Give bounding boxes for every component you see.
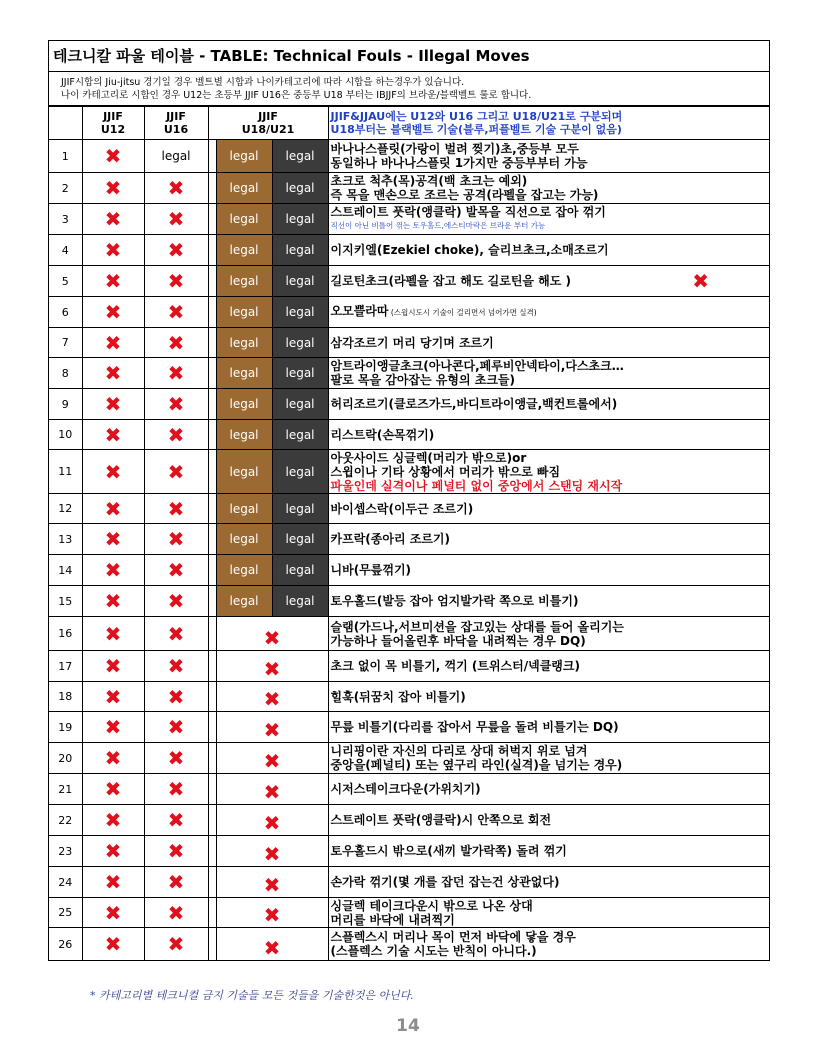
- foul-description: [328, 836, 769, 867]
- foul-description: [328, 928, 769, 961]
- column-gap: [208, 204, 216, 235]
- table-row: [49, 651, 769, 682]
- illegal-mark-icon: ✖: [144, 450, 208, 494]
- brown-belt-legal: legal: [216, 266, 272, 297]
- description-line: 아웃사이드 싱글렉(머리가 밖으로)or: [330, 450, 527, 465]
- illegal-mark-icon: ✖: [82, 774, 144, 805]
- header-description: [328, 107, 769, 140]
- table-row: [49, 358, 769, 389]
- illegal-mark-icon: ✖: [144, 774, 208, 805]
- illegal-mark-icon: ✖: [82, 617, 144, 651]
- illegal-mark-icon: ✖: [144, 867, 208, 898]
- description-line: 바나나스플릿(가랑이 벌려 찢기)초,중등부 모두: [330, 142, 579, 156]
- description-line: 동일하나 바나나스플릿 1가지만 중등부부터 가능: [330, 156, 588, 170]
- illegal-mark-icon: ✖: [144, 617, 208, 651]
- illegal-mark-icon: ✖: [216, 651, 328, 682]
- row-number: 18: [49, 682, 82, 712]
- illegal-mark-icon: ✖: [82, 867, 144, 898]
- black-belt-legal: legal: [272, 586, 328, 617]
- illegal-mark-icon: ✖: [82, 358, 144, 389]
- illegal-mark-icon: ✖: [692, 269, 710, 293]
- row-number: 2: [49, 173, 82, 204]
- row-number: 14: [49, 555, 82, 586]
- foul-description: [328, 586, 769, 617]
- table-row: [49, 173, 769, 204]
- description-line: 슬램(가드나,서브미션을 잡고있는 상대를 들어 올리기는: [330, 619, 624, 634]
- column-gap: [208, 173, 216, 204]
- foul-description: [328, 651, 769, 682]
- table-row: [49, 555, 769, 586]
- intro-line-1: JJIF시합의 Jiu-jitsu 경기일 경우 벨트별 시합과 나이카테고리에 따라 시합을 하는경우가 있습니다.: [61, 77, 465, 88]
- illegal-mark-icon: ✖: [216, 682, 328, 712]
- header-u16: JJIF U16: [144, 107, 208, 140]
- illegal-mark-icon: ✖: [82, 651, 144, 682]
- row-number: 10: [49, 420, 82, 450]
- illegal-mark-icon: ✖: [144, 712, 208, 743]
- black-belt-legal: legal: [272, 494, 328, 524]
- foul-description: [328, 743, 769, 774]
- description-line: 즉 목을 맨손으로 조르는 공격(라펠을 잡고는 가능): [330, 188, 599, 202]
- description-line: 힐훅(뒤꿈치 잡아 비틀기): [330, 689, 466, 704]
- column-gap: [208, 266, 216, 297]
- black-belt-legal: legal: [272, 204, 328, 235]
- description-line: 니리핑이란 자신의 다리로 상대 허벅지 위로 넘겨: [330, 744, 588, 758]
- table-row: [49, 389, 769, 420]
- foul-description: [328, 774, 769, 805]
- column-gap: [208, 297, 216, 328]
- header-desc-line-2: U18부터는 블랙벨트 기술(블루,퍼플벨트 기술 구분이 없음): [330, 123, 622, 136]
- table-row: [49, 204, 769, 235]
- illegal-mark-icon: ✖: [82, 389, 144, 420]
- illegal-mark-icon: ✖: [144, 682, 208, 712]
- illegal-mark-icon: ✖: [144, 928, 208, 961]
- description-line: 이지키엘(Ezekiel choke), 슬리브초크,소매조르기: [330, 243, 609, 257]
- illegal-mark-icon: ✖: [82, 173, 144, 204]
- illegal-mark-icon: ✖: [82, 297, 144, 328]
- row-number: 4: [49, 235, 82, 266]
- description-line: 카프락(종아리 조르기): [330, 532, 450, 546]
- brown-belt-legal: legal: [216, 494, 272, 524]
- row-number: 5: [49, 266, 82, 297]
- illegal-mark-icon: ✖: [144, 235, 208, 266]
- header-num: [49, 107, 82, 140]
- column-gap: [208, 712, 216, 743]
- description-line: 싱글렉 테이크다운시 밖으로 나온 상대: [330, 898, 533, 913]
- column-gap: [208, 836, 216, 867]
- table-row: [49, 898, 769, 928]
- illegal-mark-icon: ✖: [82, 204, 144, 235]
- illegal-mark-icon: ✖: [82, 420, 144, 450]
- column-gap: [208, 743, 216, 774]
- column-gap: [208, 928, 216, 961]
- description-line: 가능하나 들어올린후 바닥을 내려찍는 경우 DQ): [330, 633, 586, 648]
- illegal-mark-icon: ✖: [82, 898, 144, 928]
- brown-belt-legal: legal: [216, 173, 272, 204]
- row-number: 24: [49, 867, 82, 898]
- description-line: 스플렉스시 머리나 목이 먼저 바닥에 닿을 경우: [330, 930, 576, 944]
- row-number: 26: [49, 928, 82, 961]
- column-gap: [208, 140, 216, 173]
- illegal-mark-icon: ✖: [216, 774, 328, 805]
- description-line: 토우홀드(발등 잡아 엄지발가락 쪽으로 비틀기): [330, 594, 579, 608]
- column-gap: [208, 389, 216, 420]
- illegal-mark-icon: ✖: [216, 617, 328, 651]
- black-belt-legal: legal: [272, 389, 328, 420]
- column-gap: [208, 586, 216, 617]
- foul-description: [328, 617, 769, 651]
- header-u12: JJIF U12: [82, 107, 144, 140]
- illegal-mark-icon: ✖: [144, 494, 208, 524]
- table-row: [49, 836, 769, 867]
- foul-description: [328, 867, 769, 898]
- foul-description: [328, 420, 769, 450]
- row-number: 8: [49, 358, 82, 389]
- illegal-mark-icon: ✖: [82, 450, 144, 494]
- description-line: 암트라이앵글초크(아나콘다,페루비안넥타이,다스초크…: [330, 359, 624, 373]
- column-gap: [208, 450, 216, 494]
- illegal-mark-icon: ✖: [144, 743, 208, 774]
- foul-description: [328, 297, 769, 328]
- brown-belt-legal: legal: [216, 328, 272, 358]
- table-row: [49, 774, 769, 805]
- table-row: [49, 494, 769, 524]
- table-row: [49, 328, 769, 358]
- illegal-mark-icon: ✖: [144, 555, 208, 586]
- black-belt-legal: legal: [272, 173, 328, 204]
- illegal-mark-icon: ✖: [82, 494, 144, 524]
- black-belt-legal: legal: [272, 555, 328, 586]
- black-belt-legal: legal: [272, 297, 328, 328]
- row-number: 12: [49, 494, 82, 524]
- illegal-mark-icon: ✖: [144, 389, 208, 420]
- fouls-table-body: [49, 140, 769, 961]
- foul-description: [328, 682, 769, 712]
- illegal-mark-icon: ✖: [216, 836, 328, 867]
- illegal-mark-icon: ✖: [216, 928, 328, 961]
- table-row: [49, 867, 769, 898]
- footnote: * 카테고리별 테크니컬 금지 기술들 모든 것들을 기술한것은 아닌다.: [90, 989, 414, 1002]
- brown-belt-legal: legal: [216, 555, 272, 586]
- illegal-mark-icon: ✖: [144, 358, 208, 389]
- row-number: 21: [49, 774, 82, 805]
- illegal-mark-icon: ✖: [144, 805, 208, 836]
- brown-belt-legal: legal: [216, 204, 272, 235]
- description-warning: 파울인데 실격이나 페널티 없이 중앙에서 스탠딩 재시작: [330, 478, 623, 493]
- illegal-mark-icon: ✖: [82, 928, 144, 961]
- column-gap: [208, 774, 216, 805]
- description-line: 팔로 목을 감아잡는 유형의 초크들): [330, 373, 516, 387]
- row-number: 23: [49, 836, 82, 867]
- description-line: 중앙을(페널티) 또는 옆구리 라인(실격)을 넘기는 경우): [330, 758, 623, 772]
- black-belt-legal: legal: [272, 328, 328, 358]
- table-row: [49, 586, 769, 617]
- intro-text: [49, 72, 769, 106]
- foul-description: [328, 140, 769, 173]
- foul-description: [328, 266, 769, 297]
- table-row: [49, 266, 769, 297]
- description-line: 스트레이트 풋락(앵클락) 발목을 직선으로 잡아 꺾기: [330, 205, 606, 219]
- black-belt-legal: legal: [272, 524, 328, 555]
- illegal-mark-icon: ✖: [144, 898, 208, 928]
- column-gap: [208, 617, 216, 651]
- row-number: 20: [49, 743, 82, 774]
- table-row: [49, 928, 769, 961]
- column-gap: [208, 524, 216, 555]
- illegal-mark-icon: ✖: [82, 235, 144, 266]
- foul-description: [328, 204, 769, 235]
- illegal-mark-icon: ✖: [144, 651, 208, 682]
- foul-description: [328, 389, 769, 420]
- foul-description: [328, 555, 769, 586]
- black-belt-legal: legal: [272, 140, 328, 173]
- column-gap: [208, 358, 216, 389]
- foul-description: [328, 450, 769, 494]
- black-belt-legal: legal: [272, 450, 328, 494]
- column-gap: [208, 420, 216, 450]
- description-line: 무릎 비틀기(다리를 잡아서 무릎을 돌려 비틀기는 DQ): [330, 720, 619, 734]
- foul-description: [328, 494, 769, 524]
- page-title: 테크니칼 파울 테이블 - TABLE: Technical Fouls - Illegal Moves: [49, 41, 769, 72]
- illegal-mark-icon: ✖: [82, 266, 144, 297]
- black-belt-legal: legal: [272, 235, 328, 266]
- foul-description: [328, 805, 769, 836]
- illegal-mark-icon: ✖: [82, 140, 144, 173]
- description-line: 손가락 꺾기(몇 개를 잡던 잡는건 상관없다): [330, 875, 560, 889]
- table-row: [49, 805, 769, 836]
- row-number: 15: [49, 586, 82, 617]
- brown-belt-legal: legal: [216, 586, 272, 617]
- description-line: 리스트락(손목꺾기): [330, 427, 435, 442]
- foul-description: [328, 235, 769, 266]
- description-line: 초크로 척추(목)공격(백 초크는 예외): [330, 174, 528, 188]
- row-number: 7: [49, 328, 82, 358]
- foul-description: [328, 358, 769, 389]
- row-number: 11: [49, 450, 82, 494]
- black-belt-legal: legal: [272, 358, 328, 389]
- row-number: 3: [49, 204, 82, 235]
- column-gap: [208, 805, 216, 836]
- black-belt-legal: legal: [272, 420, 328, 450]
- table-row: [49, 682, 769, 712]
- header-desc-line-1: JJIF&JJAU에는 U12와 U16 그리고 U18/U21로 구분되며: [330, 110, 623, 123]
- column-gap: [208, 898, 216, 928]
- foul-description: [328, 328, 769, 358]
- table-row: [49, 297, 769, 328]
- illegal-mark-icon: ✖: [144, 266, 208, 297]
- column-gap: [208, 235, 216, 266]
- description-line: 스트레이트 풋락(앵클락)시 안쪽으로 회전: [330, 813, 552, 827]
- row-number: 17: [49, 651, 82, 682]
- column-gap: [208, 494, 216, 524]
- table-row: [49, 524, 769, 555]
- illegal-mark-icon: ✖: [216, 867, 328, 898]
- illegal-mark-icon: ✖: [144, 297, 208, 328]
- table-row: [49, 712, 769, 743]
- description-line: 바이셉스락(이두근 조르기): [330, 501, 474, 516]
- foul-description: [328, 712, 769, 743]
- description-line: (스플렉스 기술 시도는 반칙이 아니다.): [330, 944, 537, 958]
- description-line: 허리조르기(클로즈가드,바디트라이앵글,백컨트롤에서): [330, 397, 618, 411]
- illegal-mark-icon: ✖: [144, 836, 208, 867]
- illegal-mark-icon: ✖: [82, 524, 144, 555]
- foul-description: [328, 898, 769, 928]
- description-line: 길로틴초크(라펠을 잡고 해도 길로틴을 해도 ): [330, 274, 572, 288]
- description-line: 니바(무릎꺾기): [330, 563, 412, 577]
- illegal-mark-icon: ✖: [82, 712, 144, 743]
- illegal-mark-icon: ✖: [82, 555, 144, 586]
- technical-fouls-sheet: [48, 40, 770, 961]
- column-gap: [208, 867, 216, 898]
- fouls-table: [49, 106, 769, 961]
- table-row: [49, 617, 769, 651]
- illegal-mark-icon: ✖: [82, 328, 144, 358]
- page-number: 14: [396, 1016, 420, 1036]
- table-header-row: [49, 107, 769, 140]
- foul-description: [328, 524, 769, 555]
- table-row: [49, 743, 769, 774]
- illegal-mark-icon: ✖: [144, 586, 208, 617]
- description-line: 토우홀드시 밖으로(새끼 발가락쪽) 돌려 꺾기: [330, 844, 567, 858]
- description-line: 오모쁠라따 (스윕시도시 기술이 걸리면서 넘어가면 실격): [330, 304, 537, 318]
- header-u18: JJIF U18/U21: [208, 107, 328, 140]
- illegal-mark-icon: ✖: [216, 898, 328, 928]
- illegal-mark-icon: ✖: [82, 836, 144, 867]
- illegal-mark-icon: ✖: [144, 328, 208, 358]
- illegal-mark-icon: ✖: [144, 524, 208, 555]
- column-gap: [208, 328, 216, 358]
- description-line: 시저스테이크다운(가위치기): [330, 782, 481, 796]
- column-gap: [208, 651, 216, 682]
- brown-belt-legal: legal: [216, 524, 272, 555]
- brown-belt-legal: legal: [216, 235, 272, 266]
- row-number: 16: [49, 617, 82, 651]
- description-line: 스윕이나 기타 상황에서 머리가 밖으로 빠짐: [330, 464, 561, 479]
- illegal-mark-icon: ✖: [216, 712, 328, 743]
- illegal-mark-icon: ✖: [144, 420, 208, 450]
- illegal-mark-icon: ✖: [144, 204, 208, 235]
- illegal-mark-icon: ✖: [82, 586, 144, 617]
- row-number: 6: [49, 297, 82, 328]
- row-number: 22: [49, 805, 82, 836]
- legal-label: legal: [144, 140, 208, 173]
- foul-description: [328, 173, 769, 204]
- row-number: 25: [49, 898, 82, 928]
- illegal-mark-icon: ✖: [82, 682, 144, 712]
- illegal-mark-icon: ✖: [216, 743, 328, 774]
- description-line: 초크 없이 목 비틀기, 꺽기 (트위스터/넥클랭크): [330, 659, 580, 673]
- description-line: 머리를 바닥에 내려찍기: [330, 912, 455, 927]
- illegal-mark-icon: ✖: [82, 805, 144, 836]
- row-number: 9: [49, 389, 82, 420]
- description-note: 직선이 아닌 비틀어 꺾는 토우홀드,에스티마락은 브라운 부터 가능: [330, 221, 546, 230]
- row-number: 13: [49, 524, 82, 555]
- illegal-mark-icon: ✖: [216, 805, 328, 836]
- description-note: (스윕시도시 기술이 걸리면서 넘어가면 실격): [388, 308, 537, 317]
- intro-line-2: 나이 카테고리로 시합인 경우 U12는 초등부 JJIF U16은 중등부 U18 부터는 IBJJF의 브라운/블랙벨트 룰로 합니다.: [61, 90, 532, 101]
- brown-belt-legal: legal: [216, 358, 272, 389]
- table-row: [49, 420, 769, 450]
- row-number: 1: [49, 140, 82, 173]
- black-belt-legal: legal: [272, 266, 328, 297]
- table-row: [49, 140, 769, 173]
- table-row: [49, 235, 769, 266]
- brown-belt-legal: legal: [216, 450, 272, 494]
- brown-belt-legal: legal: [216, 297, 272, 328]
- column-gap: [208, 682, 216, 712]
- brown-belt-legal: legal: [216, 420, 272, 450]
- illegal-mark-icon: ✖: [82, 743, 144, 774]
- row-number: 19: [49, 712, 82, 743]
- column-gap: [208, 555, 216, 586]
- illegal-mark-icon: ✖: [144, 173, 208, 204]
- brown-belt-legal: legal: [216, 389, 272, 420]
- table-row: [49, 450, 769, 494]
- brown-belt-legal: legal: [216, 140, 272, 173]
- description-line: 삼각조르기 머리 당기며 조르기: [330, 335, 494, 350]
